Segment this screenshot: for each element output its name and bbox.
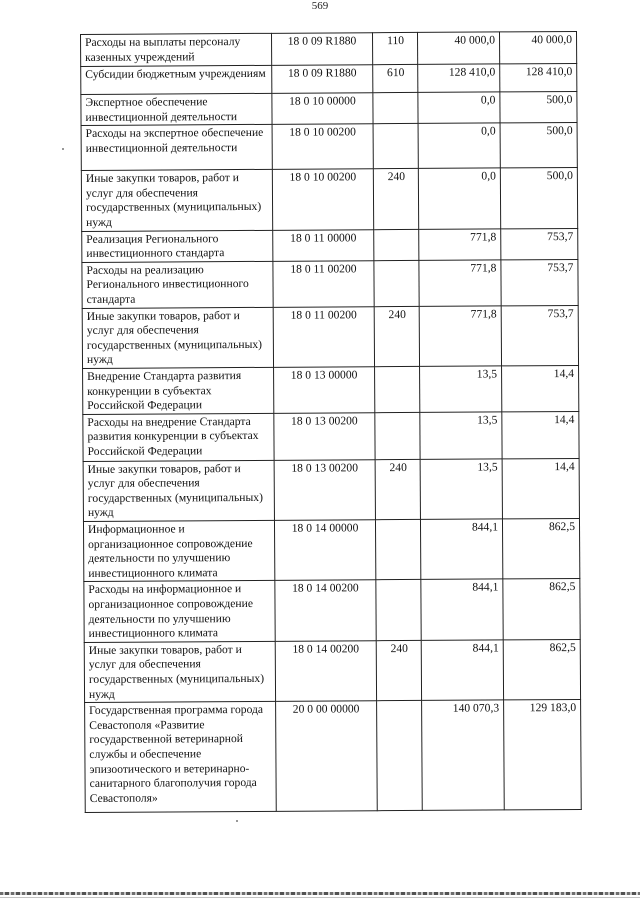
row-code-cell: 18 0 11 00200 bbox=[273, 260, 374, 306]
row-code-cell: 20 0 00 00000 bbox=[276, 701, 378, 812]
row-amount-year1-cell: 844,1 bbox=[421, 579, 503, 640]
table-row bbox=[84, 639, 580, 702]
table-row bbox=[81, 168, 577, 231]
row-type-cell bbox=[375, 412, 420, 459]
row-name-cell: Расходы на выплаты персоналу казенных учреждений bbox=[81, 33, 272, 66]
row-code-cell: 18 0 14 00200 bbox=[275, 641, 376, 702]
row-type-cell bbox=[376, 580, 421, 641]
row-amount-year1-cell: 0,0 bbox=[418, 168, 500, 229]
row-code-cell: 18 0 10 00000 bbox=[272, 93, 373, 125]
row-name-cell: Иные закупки товаров, работ и услуг для обеспечения государственных (муниципальных) нужд bbox=[83, 460, 274, 522]
row-amount-year2-cell: 862,5 bbox=[502, 519, 579, 580]
row-amount-year2-cell: 128 410,0 bbox=[500, 63, 577, 91]
row-amount-year2-cell: 862,5 bbox=[503, 579, 580, 640]
row-amount-year2-cell: 500,0 bbox=[500, 168, 577, 229]
row-type-cell bbox=[373, 124, 418, 169]
row-type-cell bbox=[377, 701, 423, 811]
table-row bbox=[85, 700, 582, 813]
table-row bbox=[83, 458, 579, 521]
row-code-cell: 18 0 11 00200 bbox=[273, 306, 374, 367]
row-amount-year2-cell: 753,7 bbox=[501, 259, 578, 305]
row-amount-year2-cell: 500,0 bbox=[500, 123, 577, 168]
row-name-cell: Расходы на информационное и организационное сопровождение деятельности по улучшению инвестиционного климата bbox=[84, 581, 275, 643]
row-type-cell bbox=[374, 260, 419, 306]
row-amount-year1-cell: 13,5 bbox=[420, 366, 502, 412]
row-amount-year1-cell: 128 410,0 bbox=[418, 64, 500, 93]
budget-table bbox=[80, 31, 582, 813]
row-name-cell: Расходы на экспертное обеспечение инвестиционной деятельности bbox=[81, 125, 272, 171]
row-type-cell: 240 bbox=[373, 169, 418, 230]
table-row bbox=[83, 411, 579, 461]
table-row bbox=[82, 228, 578, 262]
table-body bbox=[81, 31, 582, 812]
scan-edge-line bbox=[0, 897, 640, 898]
row-type-cell bbox=[375, 519, 420, 580]
scan-edge-artifact bbox=[0, 892, 640, 895]
row-name-cell: Субсидии бюджетным учреждениям bbox=[81, 65, 272, 94]
row-type-cell bbox=[373, 92, 418, 123]
scan-speck bbox=[236, 820, 238, 822]
row-name-cell: Иные закупки товаров, работ и услуг для обеспечения государственных (муниципальных) нужд bbox=[81, 170, 272, 232]
scan-speck bbox=[62, 148, 64, 150]
row-name-cell: Информационное и организационное сопровождение деятельности по улучшению инвестиционного климата bbox=[83, 520, 274, 582]
row-amount-year2-cell: 129 183,0 bbox=[504, 700, 582, 810]
table-row bbox=[83, 519, 579, 582]
row-amount-year1-cell: 844,1 bbox=[420, 519, 502, 580]
row-name-cell: Расходы на реализацию Регионального инвестиционного стандарта bbox=[82, 261, 273, 308]
row-type-cell bbox=[375, 366, 420, 412]
row-amount-year1-cell: 140 070,3 bbox=[422, 700, 505, 810]
row-name-cell: Государственная программа города Севастополя «Развитие государственной ветеринарной службы и обеспечение эпизоотического и ветеринарно-санитарного благополучия города Севастополя» bbox=[85, 702, 277, 813]
row-type-cell: 240 bbox=[376, 640, 421, 701]
row-amount-year2-cell: 14,4 bbox=[502, 365, 579, 411]
row-name-cell: Экспертное обеспечение инвестиционной деятельности bbox=[81, 93, 272, 125]
row-name-cell: Иные закупки товаров, работ и услуг для обеспечения государственных (муниципальных) нужд bbox=[82, 307, 273, 369]
row-code-cell: 18 0 13 00200 bbox=[274, 412, 375, 460]
row-code-cell: 18 0 09 R1880 bbox=[271, 33, 372, 66]
row-amount-year2-cell: 753,7 bbox=[501, 228, 578, 260]
row-type-cell: 240 bbox=[375, 459, 420, 520]
row-amount-year1-cell: 844,1 bbox=[421, 640, 503, 701]
row-code-cell: 18 0 13 00000 bbox=[274, 367, 375, 413]
row-amount-year1-cell: 0,0 bbox=[418, 123, 500, 169]
table-row bbox=[81, 91, 577, 125]
row-amount-year1-cell: 0,0 bbox=[418, 92, 500, 124]
row-type-cell bbox=[374, 229, 419, 260]
page-number: 569 bbox=[311, 0, 329, 12]
row-amount-year1-cell: 13,5 bbox=[420, 412, 502, 460]
row-code-cell: 18 0 14 00000 bbox=[274, 520, 375, 581]
row-code-cell: 18 0 14 00200 bbox=[275, 580, 376, 641]
table-row bbox=[81, 123, 577, 171]
row-type-cell: 110 bbox=[372, 32, 417, 64]
row-amount-year2-cell: 14,4 bbox=[502, 411, 579, 458]
table-row bbox=[82, 259, 578, 308]
row-amount-year1-cell: 771,8 bbox=[419, 305, 501, 366]
row-name-cell: Внедрение Стандарта развития конкуренции в субъектах Российской Федерации bbox=[83, 367, 274, 414]
row-code-cell: 18 0 11 00000 bbox=[273, 229, 374, 261]
row-amount-year2-cell: 40 000,0 bbox=[499, 31, 576, 63]
table-row bbox=[83, 365, 579, 414]
row-name-cell: Расходы на внедрение Стандарта развития конкуренции в субъектах Российской Федерации bbox=[83, 413, 274, 461]
row-amount-year1-cell: 40 000,0 bbox=[417, 32, 499, 65]
row-name-cell: Реализация Регионального инвестиционного стандарта bbox=[82, 230, 273, 262]
row-amount-year2-cell: 862,5 bbox=[503, 639, 580, 700]
row-code-cell: 18 0 13 00200 bbox=[274, 459, 375, 520]
row-amount-year1-cell: 771,8 bbox=[419, 260, 501, 306]
row-amount-year2-cell: 14,4 bbox=[502, 458, 579, 519]
row-amount-year1-cell: 13,5 bbox=[420, 459, 502, 520]
row-amount-year2-cell: 753,7 bbox=[501, 305, 578, 366]
row-amount-year1-cell: 771,8 bbox=[419, 228, 501, 260]
table-row bbox=[81, 63, 577, 94]
table-row bbox=[82, 305, 578, 368]
row-code-cell: 18 0 10 00200 bbox=[272, 124, 373, 170]
row-name-cell: Иные закупки товаров, работ и услуг для обеспечения государственных (муниципальных) нужд bbox=[84, 641, 275, 703]
row-code-cell: 18 0 10 00200 bbox=[272, 169, 373, 230]
row-type-cell: 240 bbox=[374, 306, 419, 367]
row-code-cell: 18 0 09 R1880 bbox=[272, 65, 373, 94]
table-row bbox=[81, 31, 577, 66]
row-amount-year2-cell: 500,0 bbox=[500, 91, 577, 123]
row-type-cell: 610 bbox=[373, 64, 418, 92]
table-row bbox=[84, 579, 580, 642]
